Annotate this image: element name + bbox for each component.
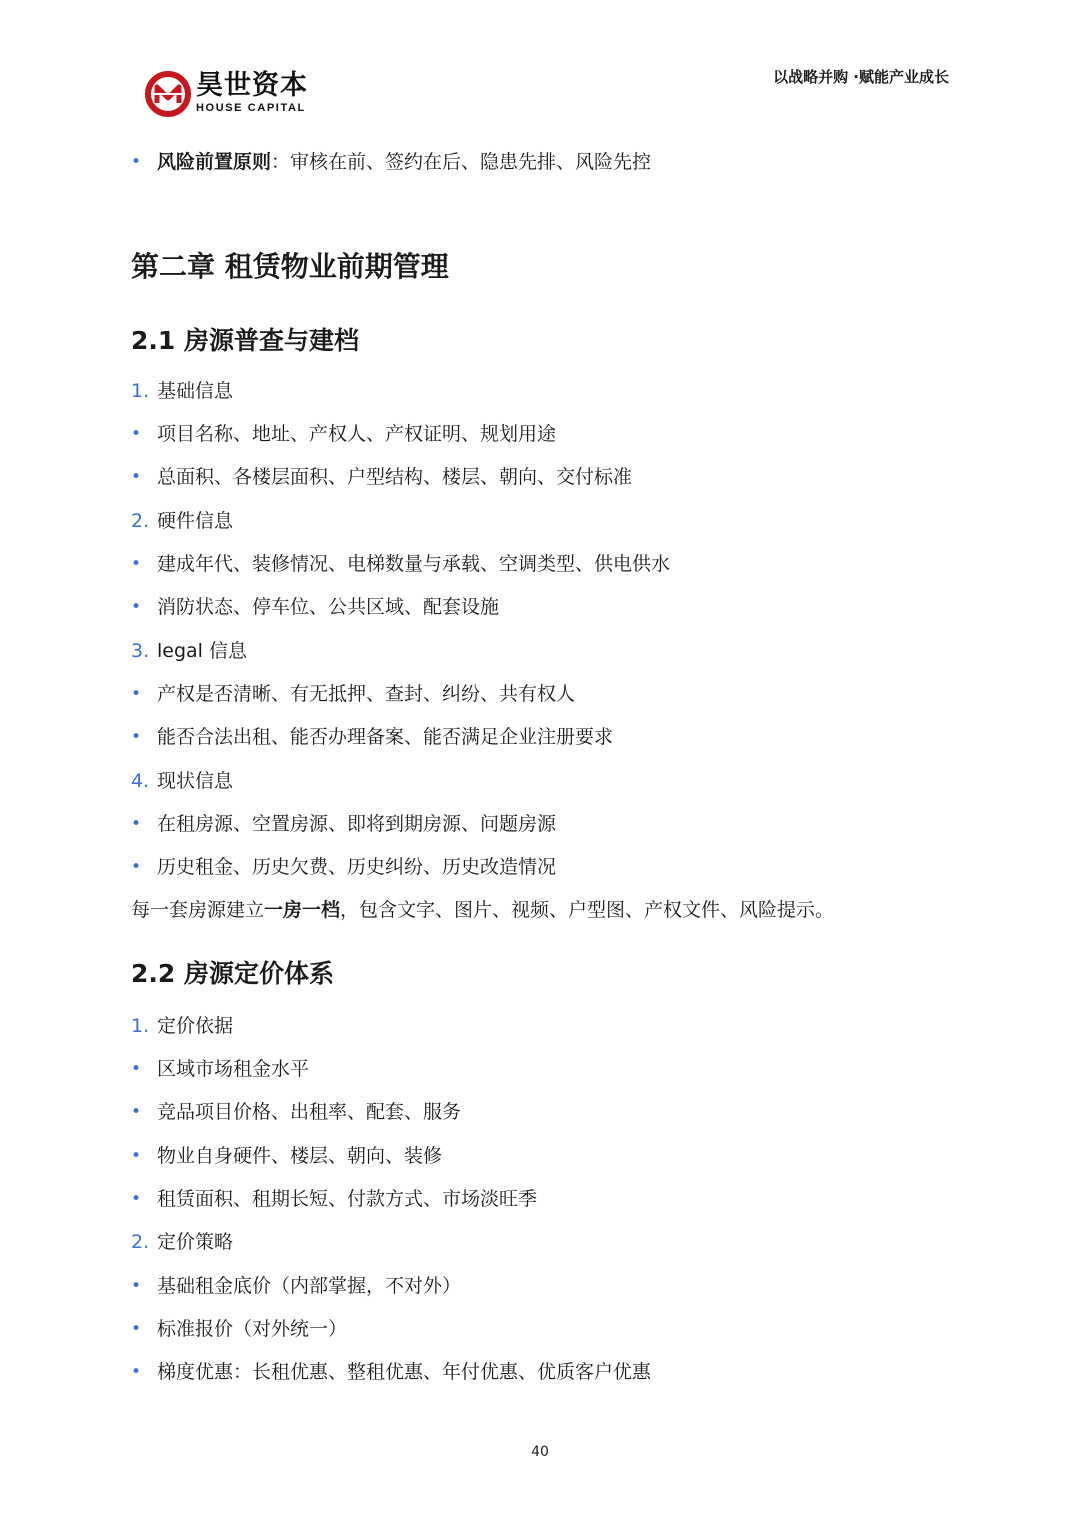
bullet-item — [131, 1359, 651, 1385]
bullet-item — [131, 724, 613, 750]
logo-chinese-name: 昊世资本 — [196, 70, 308, 101]
bullet-icon: • — [131, 597, 142, 617]
item-label: legal 信息 — [157, 640, 247, 662]
bullet-text: 在租房源、空置房源、即将到期房源、问题房源 — [157, 813, 557, 835]
bullet-icon: • — [131, 1362, 142, 1382]
bullet-item — [131, 594, 499, 620]
numbered-item — [131, 378, 233, 404]
logo-english-name: HOUSE CAPITAL — [196, 102, 306, 114]
bullet-text: 竞品项目价格、出租率、配套、服务 — [157, 1101, 462, 1123]
bullet-icon: • — [131, 857, 142, 877]
bullet-text: 消防状态、停车位、公共区域、配套设施 — [157, 596, 500, 618]
summary-suffix: ，包含文字、图片、视频、户型图、产权文件、风险提示。 — [340, 899, 835, 921]
intro-bullet-item — [131, 149, 651, 175]
numbered-item — [131, 638, 247, 664]
bullet-icon: • — [131, 1319, 142, 1339]
bullet-text: 标准报价（对外统一） — [157, 1318, 348, 1340]
item-label: 定价依据 — [157, 1015, 234, 1037]
bullet-icon: • — [131, 152, 142, 172]
item-number: 3. — [131, 640, 150, 662]
item-label: 硬件信息 — [157, 510, 234, 532]
bullet-item — [131, 551, 670, 577]
item-label: 现状信息 — [157, 770, 234, 792]
section-2-2-title: 2.2 房源定价体系 — [131, 959, 334, 988]
bullet-item — [131, 421, 556, 447]
bullet-icon: • — [131, 424, 142, 444]
summary-paragraph — [131, 897, 834, 923]
bullet-icon: • — [131, 1276, 142, 1296]
page-number: 40 — [531, 1444, 549, 1460]
bullet-item — [131, 681, 575, 707]
bullet-icon: • — [131, 814, 142, 834]
item-number: 2. — [131, 510, 150, 532]
numbered-item — [131, 1013, 233, 1039]
bullet-text: 基础租金底价（内部掌握，不对外） — [157, 1275, 462, 1297]
bullet-icon: • — [131, 1102, 142, 1122]
numbered-item — [131, 1229, 233, 1255]
bullet-text: 能否合法出租、能否办理备案、能否满足企业注册要求 — [157, 726, 614, 748]
bullet-text: 总面积、各楼层面积、户型结构、楼层、朝向、交付标准 — [157, 466, 633, 488]
bullet-item — [131, 1056, 309, 1082]
bullet-item — [131, 1316, 347, 1342]
summary-prefix: 每一套房源建立 — [131, 899, 265, 921]
numbered-item — [131, 508, 233, 534]
intro-bullet-text: ：审核在前、签约在后、隐患先排、风险先控 — [271, 151, 652, 173]
company-logo — [144, 70, 314, 120]
bullet-item — [131, 1143, 442, 1169]
numbered-item — [131, 768, 233, 794]
bullet-text: 项目名称、地址、产权人、产权证明、规划用途 — [157, 423, 557, 445]
header-slogan: 以战略并购 ·赋能产业成长 — [773, 68, 949, 86]
section-2-1-title: 2.1 房源普查与建档 — [131, 326, 359, 355]
bullet-text: 物业自身硬件、楼层、朝向、装修 — [157, 1145, 443, 1167]
bullet-item — [131, 854, 556, 880]
item-number: 1. — [131, 380, 150, 402]
bullet-text: 梯度优惠：长租优惠、整租优惠、年付优惠、优质客户优惠 — [157, 1361, 652, 1383]
bullet-text: 建成年代、装修情况、电梯数量与承载、空调类型、供电供水 — [157, 553, 671, 575]
bullet-icon: • — [131, 1189, 142, 1209]
item-number: 2. — [131, 1231, 150, 1253]
item-label: 基础信息 — [157, 380, 234, 402]
bullet-icon: • — [131, 727, 142, 747]
page-header — [0, 0, 1080, 140]
bullet-text: 历史租金、历史欠费、历史纠纷、历史改造情况 — [157, 856, 557, 878]
house-capital-logo-icon — [144, 70, 192, 118]
bullet-icon: • — [131, 684, 142, 704]
bullet-item — [131, 1273, 461, 1299]
bullet-icon: • — [131, 554, 142, 574]
item-number: 1. — [131, 1015, 150, 1037]
bullet-item — [131, 1186, 537, 1212]
bullet-item — [131, 1099, 461, 1125]
bullet-icon: • — [131, 467, 142, 487]
bullet-item — [131, 464, 632, 490]
bullet-icon: • — [131, 1146, 142, 1166]
item-number: 4. — [131, 770, 150, 792]
bullet-icon: • — [131, 1059, 142, 1079]
item-label: 定价策略 — [157, 1231, 234, 1253]
bullet-item — [131, 811, 556, 837]
intro-bullet-bold: 风险前置原则 — [157, 151, 272, 173]
chapter-title: 第二章 租赁物业前期管理 — [131, 250, 449, 283]
bullet-text: 租赁面积、租期长短、付款方式、市场淡旺季 — [157, 1188, 538, 1210]
bullet-text: 产权是否清晰、有无抵押、查封、纠纷、共有权人 — [157, 683, 576, 705]
bullet-text: 区域市场租金水平 — [157, 1058, 310, 1080]
summary-bold: 一房一档 — [264, 899, 341, 921]
